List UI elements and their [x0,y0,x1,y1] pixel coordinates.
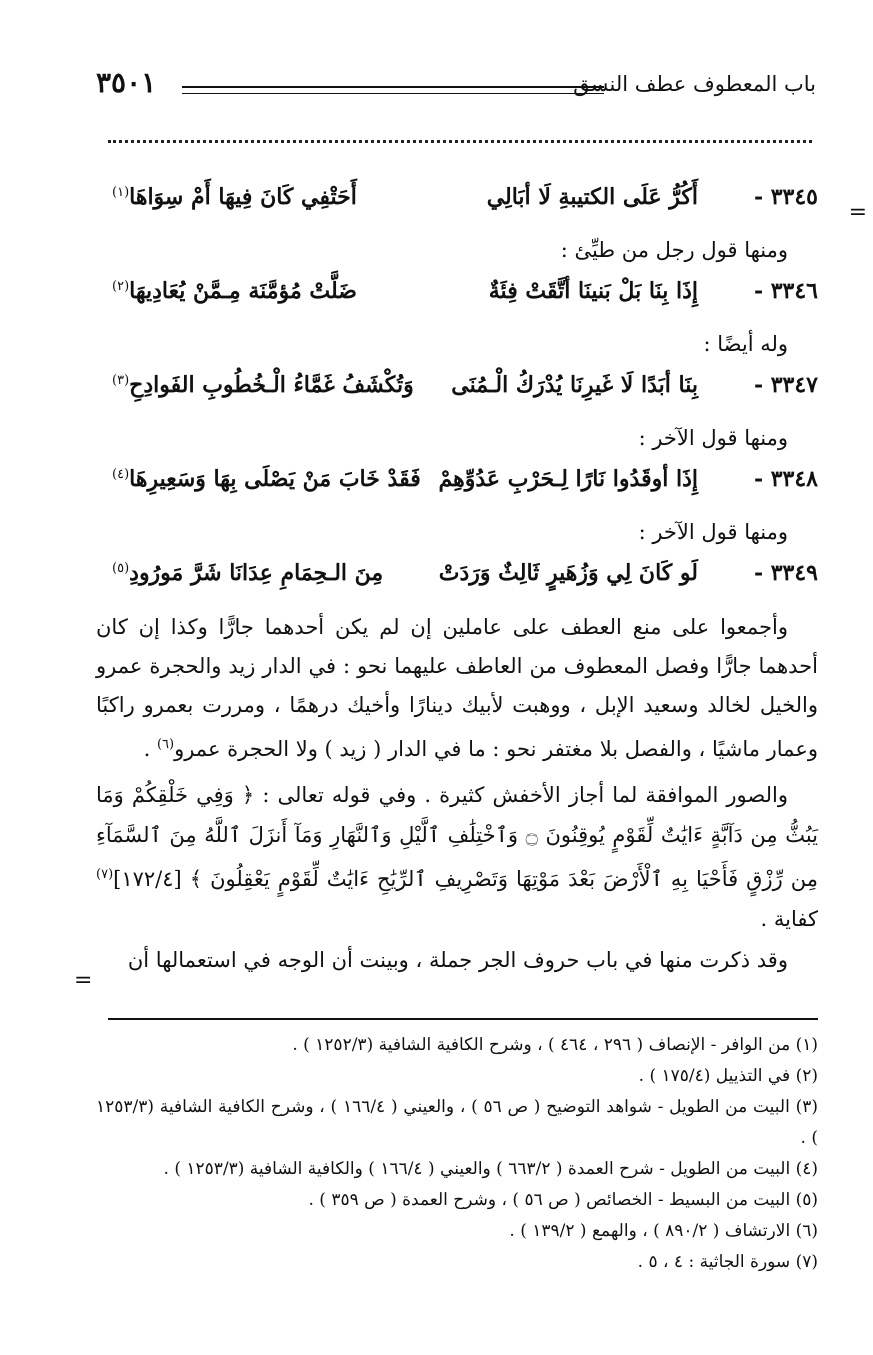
verse-second-hemistich [106,466,421,492]
verse-intro: وله أيضًا : [703,332,788,356]
dotted-separator [108,140,812,145]
verse-first-hemistich: إِذَا أوقَدُوا نَارًا لِـحَرْبِ عَدُوِّهِمْ [438,466,698,492]
footnotes [96,1030,818,1278]
paragraph-text: والصور الموافقة لما أجاز الأخفش كثيرة . وفي قوله تعالى : ﴿ وَفِي خَلْقِكُمْ وَمَا يَبُثُّ مِن دَآبَّةٍ ءَايَٰتٌ لِّقَوْمٍ يُوقِنُونَ ۝ وَٱخْتِلَٰفِ ٱلَّيْلِ وَٱلنَّهَارِ وَمَآ أَنزَلَ ٱللَّهُ مِنَ ٱلسَّمَآءِ مِن رِّزْقٍ فَأَحْيَا بِهِ ٱلْأَرْضَ بَعْدَ مَوْتِهَا وَتَصْرِيفِ ٱلرِّيَٰحِ ءَايَٰتٌ لِّقَوْمٍ يَعْقِلُونَ ﴾ [١٧٢/٤] [96,783,819,891]
verse-number: ٣٣٤٧ - [753,372,818,398]
verse-second-hemistich [106,560,383,586]
footnote-rule [108,1018,818,1020]
verse-line [96,366,818,416]
footnote: (٧) سورة الجاثية : ٤ ، ٥ . [637,1252,818,1272]
verse-second-text: وَتُكْشَفُ غَمَّاءُ الْـخُطُوبِ الفَوادِحِ [129,372,414,398]
footnote: (٣) البيت من الطويل - شواهد التوضيح ( ص ٥٦ ) ، والعيني ( ١٦٦/٤ ) ، وشرح الكافية الشافية (١٢٥٣/٣ ) . [96,1097,818,1148]
body-paragraph: وقد ذكرت منها في باب حروف الجر جملة ، وبينت أن الوجه في استعمالها أن [127,948,788,972]
footnote-ref: (٣) [112,372,130,388]
footnote: (٥) البيت من البسيط - الخصائص ( ص ٥٦ ) ، وشرح العمدة ( ص ٣٥٩ ) . [308,1190,818,1210]
verse-intro: ومنها قول رجل من طيِّئ : [560,238,788,262]
footnote: (٦) الارتشاف ( ٨٩٠/٢ ) ، والهمع ( ١٣٩/٢ ) . [509,1221,818,1241]
continuation-mark: = [848,200,867,225]
verse-intro: ومنها قول الآخر : [638,520,788,544]
verse-intro: ومنها قول الآخر : [638,426,788,450]
chapter-title: باب المعطوف عطف النسق [573,72,816,96]
verse-second-text: أَحَتْفِي كَانَ فِيهَا أَمْ سِوَاهَا [129,184,357,210]
footnote-ref: (٤) [112,466,130,482]
verse-second-hemistich [106,184,357,210]
header-rule [182,86,604,94]
verse-number: ٣٣٤٨ - [753,466,818,492]
verse-line [96,460,818,510]
verse-first-hemistich: إِذَا بِنَا بَلْ بَنينَا أتَّقَتْ فِئَةٌ [488,278,698,304]
footnote-ref: (٦) [156,737,175,752]
body-paragraph [96,608,818,769]
footnote: (٤) البيت من الطويل - شرح العمدة ( ٦٦٣/٢ ) والعيني ( ١٦٦/٤ ) والكافية الشافية (١٢٥٣/٣ ) . [163,1159,818,1179]
footnote-ref: (١) [112,184,130,200]
page-number: ٣٥٠١ [96,66,157,99]
footnote: (١) من الوافر - الإنصاف ( ٢٩٦ ، ٤٦٤ ) ، وشرح الكافية الشافية (١٢٥٢/٣ ) . [292,1035,818,1055]
verse-first-hemistich: لَو كَانَ لِي وَزُهَيرٍ ثَالِثٌ وَرَدَتْ [438,560,698,586]
paragraph-end: كفاية . [760,907,818,931]
verse-line [96,554,818,604]
quran-paragraph [96,775,818,939]
verse-first-hemistich: بِنَا أبَدًا لَا غَيرِنَا يُدْرَكُ الْـمُنَى [451,372,698,398]
footnote-ref: (٥) [112,560,130,576]
verse-line [96,272,818,322]
verse-second-text: مِنَ الـحِمَامِ عِدَانَا شَرَّ مَورُودِ [129,560,384,586]
running-header [96,62,816,102]
verse-number: ٣٣٤٩ - [753,560,818,586]
continuation-mark-end: = [74,968,93,993]
verse-number: ٣٣٤٦ - [753,278,818,304]
footnote: (٢) في التذييل (١٧٥/٤ ) . [638,1066,818,1086]
verse-second-hemistich [106,372,414,398]
verse-second-text: ضَلَّتْ مُؤمَّنَة مِـمَّنْ يُعَادِيهَا [129,278,357,304]
verse-line [96,178,818,228]
paragraph-text: وأجمعوا على منع العطف على عاملين إن لم يكن أحدهما جارًّا وكذا إن كان أحدهما جارًّا وفصل المعطوف من العاطف عليهما نحو : في الدار زيد والحجرة عمرو والخيل لخالد وسعيد الإبل ، ووهبت لأبيك دينارًا وأخيك درهمًا ، ومررت بعمرو راكبًا وعمار ماشيًا ، والفصل بلا مغتفر نحو : ما في الدار ( زيد ) ولا الحجرة عمرو [96,615,818,761]
verse-second-hemistich [106,278,357,304]
main-text [96,178,818,979]
verse-number: ٣٣٤٥ - [753,184,818,210]
verse-second-text: فَقَدْ خَابَ مَنْ يَصْلَى بِهَا وَسَعِيرِهَا [129,466,421,492]
paragraph-end: . [143,737,157,761]
footnote-ref: (٢) [112,278,130,294]
footnote-ref: (٧) [96,867,114,882]
verse-first-hemistich: أَكُرُّ عَلَى الكتيبةِ لَا أبَالِي [486,184,698,210]
